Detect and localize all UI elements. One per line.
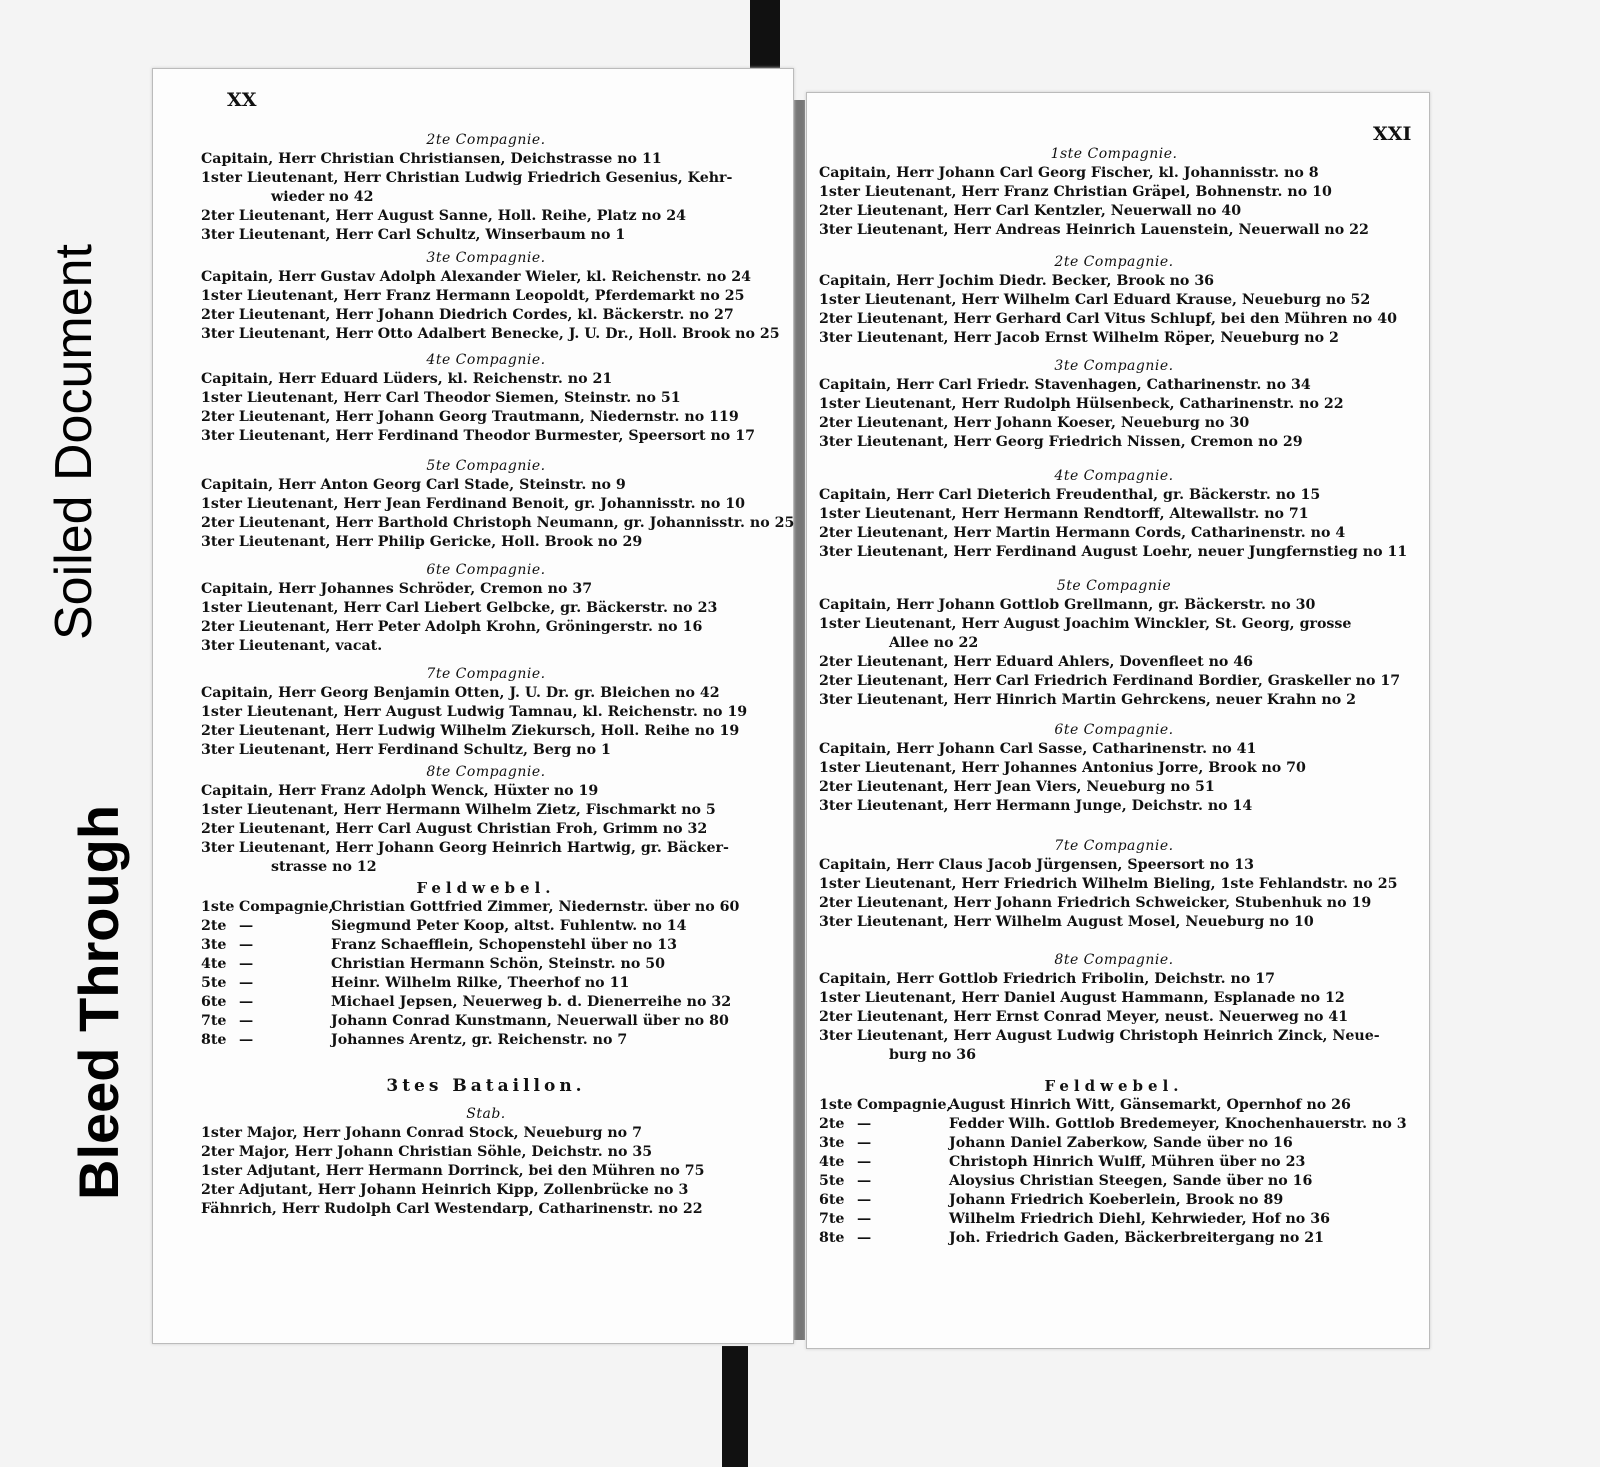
company-section (819, 837, 1409, 932)
officer-entry: Capitain, Herr Franz Adolph Wenck, Hüxter no 19 (201, 783, 599, 799)
officer-entry: 2ter Lieutenant, Herr Ernst Conrad Meyer, neust. Neuerweg no 41 (819, 1009, 1349, 1025)
officer-entry: 1ster Lieutenant, Herr Friedrich Wilhelm Bieling, 1ste Fehlandstr. no 25 (819, 876, 1398, 892)
officer-entry: Capitain, Herr Carl Dieterich Freudenthal, gr. Bäckerstr. no 15 (819, 487, 1321, 503)
company-number: 8te (819, 1230, 845, 1246)
feldwebel-name: Heinr. Wilhelm Rilke, Theerhof no 11 (331, 975, 630, 991)
officer-entry: 3ter Lieutenant, Herr Otto Adalbert Benecke, J. U. Dr., Holl. Brook no 25 (201, 326, 780, 342)
company-number: 6te (201, 994, 227, 1010)
company-number: 3te (819, 1135, 845, 1151)
officer-entry: 2ter Lieutenant, Herr Barthold Christoph Neumann, gr. Johannisstr. no 25 (201, 515, 795, 531)
company-word: Compagnie, (239, 899, 334, 915)
feldwebel-name: Aloysius Christian Steegen, Sande über no 16 (949, 1173, 1313, 1189)
officer-entry: 2ter Lieutenant, Herr Carl August Christian Froh, Grimm no 32 (201, 821, 708, 837)
bleed-through-label: Bleed Through (67, 804, 130, 1200)
feldwebel-entry (201, 1031, 771, 1050)
company-section (201, 665, 771, 760)
company-word: — (857, 1135, 872, 1151)
company-section (201, 249, 780, 344)
company-word: — (239, 937, 254, 953)
officer-entry: 1ster Lieutenant, Herr Franz Hermann Leopoldt, Pferdemarkt no 25 (201, 288, 745, 304)
officer-entry: 3ter Lieutenant, Herr Philip Gericke, Holl. Brook no 29 (201, 534, 643, 550)
company-section (201, 351, 771, 446)
officer-entry: 3ter Lieutenant, Herr August Ludwig Christoph Heinrich Zinck, Neue- (819, 1028, 1380, 1044)
feldwebel-name: Michael Jepsen, Neuerweg b. d. Dienerreihe no 32 (331, 994, 732, 1010)
officer-entry: 2ter Lieutenant, Herr Carl Kentzler, Neuerwall no 40 (819, 203, 1242, 219)
officer-entry: Capitain, Herr Christian Christiansen, Deichstrasse no 11 (201, 151, 662, 167)
company-number: 2te (201, 918, 227, 934)
company-number: 7te (819, 1211, 845, 1227)
company-heading: 8te Compagnie. (426, 764, 546, 780)
officer-entry: Capitain, Herr Jochim Diedr. Becker, Brook no 36 (819, 273, 1215, 289)
officer-entry: 3ter Lieutenant, Herr Johann Georg Heinrich Hartwig, gr. Bäcker- (201, 840, 729, 856)
officer-entry: 2ter Lieutenant, Herr Johann Diedrich Cordes, kl. Bäckerstr. no 27 (201, 307, 734, 323)
officer-entry: Capitain, Herr Johann Gottlob Grellmann, gr. Bäckerstr. no 30 (819, 597, 1316, 613)
officer-entry: Capitain, Herr Johann Carl Sasse, Catharinenstr. no 41 (819, 741, 1257, 757)
officer-entry: 1ster Lieutenant, Herr Carl Theodor Siemen, Steinstr. no 51 (201, 390, 681, 406)
company-word: — (239, 1013, 254, 1029)
feldwebel-entry (819, 1210, 1409, 1229)
officer-entry: Capitain, Herr Eduard Lüders, kl. Reichenstr. no 21 (201, 371, 613, 387)
company-number: 3te (201, 937, 227, 953)
officer-entry: 3ter Lieutenant, Herr Ferdinand Schultz, Berg no 1 (201, 742, 611, 758)
left-page (152, 68, 794, 1344)
officer-entry: Fähnrich, Herr Rudolph Carl Westendarp, Catharinenstr. no 22 (201, 1201, 703, 1217)
feldwebel-heading: Feldwebel. (1044, 1077, 1184, 1095)
company-heading: 8te Compagnie. (1054, 952, 1174, 968)
officer-entry: 3ter Lieutenant, Herr Ferdinand Theodor Burmester, Speersort no 17 (201, 428, 755, 444)
officer-entry: 2ter Lieutenant, Herr Johann Friedrich Schweicker, Stubenhuk no 19 (819, 895, 1372, 911)
officer-entry: 1ster Lieutenant, Herr Daniel August Hammann, Esplanade no 12 (819, 990, 1345, 1006)
feldwebel-section (201, 879, 771, 1050)
page-number: XXI (1373, 123, 1412, 145)
company-heading: 6te Compagnie. (1054, 722, 1174, 738)
officer-entry: Capitain, Herr Johann Carl Georg Fischer, kl. Johannisstr. no 8 (819, 165, 1319, 181)
officer-entry: 2ter Lieutenant, Herr August Sanne, Holl. Reihe, Platz no 24 (201, 208, 686, 224)
feldwebel-entry (201, 898, 771, 917)
company-section (819, 357, 1409, 452)
company-number: 8te (201, 1032, 227, 1048)
company-section (819, 253, 1409, 348)
officer-entry: 2ter Lieutenant, Herr Ludwig Wilhelm Ziekursch, Holl. Reihe no 19 (201, 723, 740, 739)
company-section (819, 145, 1409, 240)
company-heading: 6te Compagnie. (426, 562, 546, 578)
company-number: 5te (819, 1173, 845, 1189)
company-heading: 2te Compagnie. (426, 132, 546, 148)
company-number: 4te (819, 1154, 845, 1170)
officer-entry: 3ter Lieutenant, Herr Carl Schultz, Winserbaum no 1 (201, 227, 626, 243)
officer-entry: 1ster Lieutenant, Herr Christian Ludwig Friedrich Gesenius, Kehr- (201, 170, 733, 186)
officer-entry: 1ster Lieutenant, Herr Hermann Wilhelm Zietz, Fischmarkt no 5 (201, 802, 716, 818)
feldwebel-name: Christian Hermann Schön, Steinstr. no 50 (331, 956, 665, 972)
company-word: — (857, 1192, 872, 1208)
company-heading: 5te Compagnie. (426, 458, 546, 474)
company-heading: 1ste Compagnie. (1050, 146, 1178, 162)
officer-entry: 1ster Lieutenant, Herr Wilhelm Carl Eduard Krause, Neueburg no 52 (819, 292, 1371, 308)
officer-entry: Capitain, Herr Gottlob Friedrich Fribolin, Deichstr. no 17 (819, 971, 1276, 987)
officer-entry: 2ter Lieutenant, Herr Eduard Ahlers, Dovenfleet no 46 (819, 654, 1254, 670)
company-heading: 3te Compagnie. (426, 250, 546, 266)
feldwebel-entry (201, 936, 771, 955)
company-word: — (857, 1116, 872, 1132)
officer-entry: Capitain, Herr Carl Friedr. Stavenhagen, Catharinenstr. no 34 (819, 377, 1311, 393)
company-word: — (857, 1230, 872, 1246)
feldwebel-name: Siegmund Peter Koop, altst. Fuhlentw. no 14 (331, 918, 687, 934)
company-word: — (239, 975, 254, 991)
feldwebel-name: Johannes Arentz, gr. Reichenstr. no 7 (331, 1032, 628, 1048)
officer-entry: 2ter Adjutant, Herr Johann Heinrich Kipp, Zollenbrücke no 3 (201, 1182, 689, 1198)
feldwebel-name: Christian Gottfried Zimmer, Niedernstr. über no 60 (331, 899, 740, 915)
officer-entry: 2ter Lieutenant, Herr Johann Koeser, Neueburg no 30 (819, 415, 1250, 431)
feldwebel-entry (201, 917, 771, 936)
officer-entry: 2ter Lieutenant, Herr Martin Hermann Cords, Catharinenstr. no 4 (819, 525, 1346, 541)
company-section (201, 763, 771, 877)
officer-entry: 2ter Lieutenant, Herr Carl Friedrich Ferdinand Bordier, Graskeller no 17 (819, 673, 1401, 689)
feldwebel-entry (819, 1153, 1409, 1172)
officer-entry: 2ter Lieutenant, Herr Peter Adolph Krohn, Gröningerstr. no 16 (201, 619, 703, 635)
officer-entry: 1ster Lieutenant, Herr Rudolph Hülsenbeck, Catharinenstr. no 22 (819, 396, 1344, 412)
officer-entry: 1ster Lieutenant, Herr August Ludwig Tamnau, kl. Reichenstr. no 19 (201, 704, 748, 720)
feldwebel-entry (819, 1134, 1409, 1153)
company-word: — (239, 994, 254, 1010)
company-heading: 5te Compagnie (1056, 578, 1172, 594)
page-number: XX (227, 89, 257, 111)
officer-entry: 1ster Lieutenant, Herr Johannes Antonius Jorre, Brook no 70 (819, 760, 1306, 776)
stab-heading: Stab. (466, 1106, 506, 1122)
feldwebel-entry (201, 993, 771, 1012)
feldwebel-name: Christoph Hinrich Wulff, Mühren über no 23 (949, 1154, 1306, 1170)
company-section (201, 457, 795, 552)
officer-entry: Allee no 22 (889, 635, 979, 651)
officer-entry: 2ter Lieutenant, Herr Jean Viers, Neueburg no 51 (819, 779, 1215, 795)
bataillon-heading: 3tes Bataillon. (386, 1076, 586, 1096)
officer-entry: Capitain, Herr Anton Georg Carl Stade, Steinstr. no 9 (201, 477, 626, 493)
company-heading: 7te Compagnie. (426, 666, 546, 682)
officer-entry: strasse no 12 (271, 859, 377, 875)
officer-entry: 1ster Major, Herr Johann Conrad Stock, Neueburg no 7 (201, 1125, 642, 1141)
company-word: — (239, 956, 254, 972)
feldwebel-name: Wilhelm Friedrich Diehl, Kehrwieder, Hof no 36 (949, 1211, 1330, 1227)
officer-entry: 2ter Lieutenant, Herr Gerhard Carl Vitus Schlupf, bei den Mühren no 40 (819, 311, 1397, 327)
company-number: 5te (201, 975, 227, 991)
company-section (819, 951, 1409, 1065)
company-heading: 7te Compagnie. (1054, 838, 1174, 854)
binding-strip-bottom (722, 1346, 748, 1467)
officer-entry: 1ster Lieutenant, Herr Franz Christian Gräpel, Bohnenstr. no 10 (819, 184, 1332, 200)
book-gutter (793, 100, 805, 1340)
officer-entry: 3ter Lieutenant, vacat. (201, 638, 383, 654)
company-heading: 3te Compagnie. (1054, 358, 1174, 374)
soiled-document-label: Soiled Document (45, 244, 103, 640)
officer-entry: 1ster Lieutenant, Herr August Joachim Winckler, St. Georg, grosse (819, 616, 1352, 632)
officer-entry: Capitain, Herr Gustav Adolph Alexander Wieler, kl. Reichenstr. no 24 (201, 269, 751, 285)
officer-entry: 1ster Lieutenant, Herr Hermann Rendtorff, Altewallstr. no 71 (819, 506, 1309, 522)
feldwebel-name: Johann Friedrich Koeberlein, Brook no 89 (949, 1192, 1284, 1208)
company-section (819, 577, 1409, 710)
company-word: — (857, 1173, 872, 1189)
officer-entry: burg no 36 (889, 1047, 977, 1063)
officer-entry: Capitain, Herr Johannes Schröder, Cremon no 37 (201, 581, 593, 597)
feldwebel-entry (819, 1229, 1409, 1248)
officer-entry: 1ster Adjutant, Herr Hermann Dorrinck, bei den Mühren no 75 (201, 1163, 705, 1179)
feldwebel-entry (201, 974, 771, 993)
company-heading: 2te Compagnie. (1054, 254, 1174, 270)
officer-entry: 1ster Lieutenant, Herr Carl Liebert Gelbcke, gr. Bäckerstr. no 23 (201, 600, 718, 616)
company-number: 6te (819, 1192, 845, 1208)
company-heading: 4te Compagnie. (426, 352, 546, 368)
feldwebel-entry (819, 1115, 1409, 1134)
company-word: — (857, 1154, 872, 1170)
officer-entry: 3ter Lieutenant, Herr Andreas Heinrich Lauenstein, Neuerwall no 22 (819, 222, 1369, 238)
company-number: 1ste (201, 899, 235, 915)
right-page (806, 92, 1430, 1349)
officer-entry: Capitain, Herr Georg Benjamin Otten, J. U. Dr. gr. Bleichen no 42 (201, 685, 720, 701)
company-section (201, 561, 771, 656)
company-number: 2te (819, 1116, 845, 1132)
officer-entry: 1ster Lieutenant, Herr Jean Ferdinand Benoit, gr. Johannisstr. no 10 (201, 496, 746, 512)
feldwebel-name: Fedder Wilh. Gottlob Bredemeyer, Knochenhauerstr. no 3 (949, 1116, 1407, 1132)
company-number: 1ste (819, 1097, 853, 1113)
officer-entry: 3ter Lieutenant, Herr Hermann Junge, Deichstr. no 14 (819, 798, 1253, 814)
feldwebel-entry (819, 1191, 1409, 1210)
company-word: — (857, 1211, 872, 1227)
company-number: 4te (201, 956, 227, 972)
officer-entry: 3ter Lieutenant, Herr Georg Friedrich Nissen, Cremon no 29 (819, 434, 1303, 450)
company-section (819, 467, 1409, 562)
company-word: Compagnie, (857, 1097, 952, 1113)
officer-entry: 3ter Lieutenant, Herr Wilhelm August Mosel, Neueburg no 10 (819, 914, 1314, 930)
feldwebel-section (819, 1077, 1409, 1248)
feldwebel-name: Johann Conrad Kunstmann, Neuerwall über no 80 (331, 1013, 729, 1029)
officer-entry: Capitain, Herr Claus Jacob Jürgensen, Speersort no 13 (819, 857, 1254, 873)
company-section (201, 131, 771, 245)
company-section (819, 721, 1409, 816)
feldwebel-name: Franz Schaefflein, Schopenstehl über no 13 (331, 937, 677, 953)
officer-entry: 3ter Lieutenant, Herr Jacob Ernst Wilhelm Röper, Neueburg no 2 (819, 330, 1339, 346)
officer-entry: 3ter Lieutenant, Herr Hinrich Martin Gehrckens, neuer Krahn no 2 (819, 692, 1357, 708)
feldwebel-entry (201, 1012, 771, 1031)
company-number: 7te (201, 1013, 227, 1029)
officer-entry: 3ter Lieutenant, Herr Ferdinand August Loehr, neuer Jungfernstieg no 11 (819, 544, 1408, 560)
officer-entry: 2ter Lieutenant, Herr Johann Georg Trautmann, Niedernstr. no 119 (201, 409, 739, 425)
feldwebel-name: Joh. Friedrich Gaden, Bäckerbreitergang no 21 (949, 1230, 1324, 1246)
feldwebel-name: Johann Daniel Zaberkow, Sande über no 16 (949, 1135, 1293, 1151)
officer-entry: wieder no 42 (271, 189, 374, 205)
company-word: — (239, 1032, 254, 1048)
company-heading: 4te Compagnie. (1054, 468, 1174, 484)
feldwebel-heading: Feldwebel. (416, 879, 556, 897)
officer-entry: 2ter Major, Herr Johann Christian Söhle, Deichstr. no 35 (201, 1144, 653, 1160)
feldwebel-entry (819, 1096, 1409, 1115)
stab-section (201, 1105, 771, 1219)
feldwebel-entry (201, 955, 771, 974)
company-word: — (239, 918, 254, 934)
feldwebel-name: August Hinrich Witt, Gänsemarkt, Opernhof no 26 (949, 1097, 1351, 1113)
feldwebel-entry (819, 1172, 1409, 1191)
